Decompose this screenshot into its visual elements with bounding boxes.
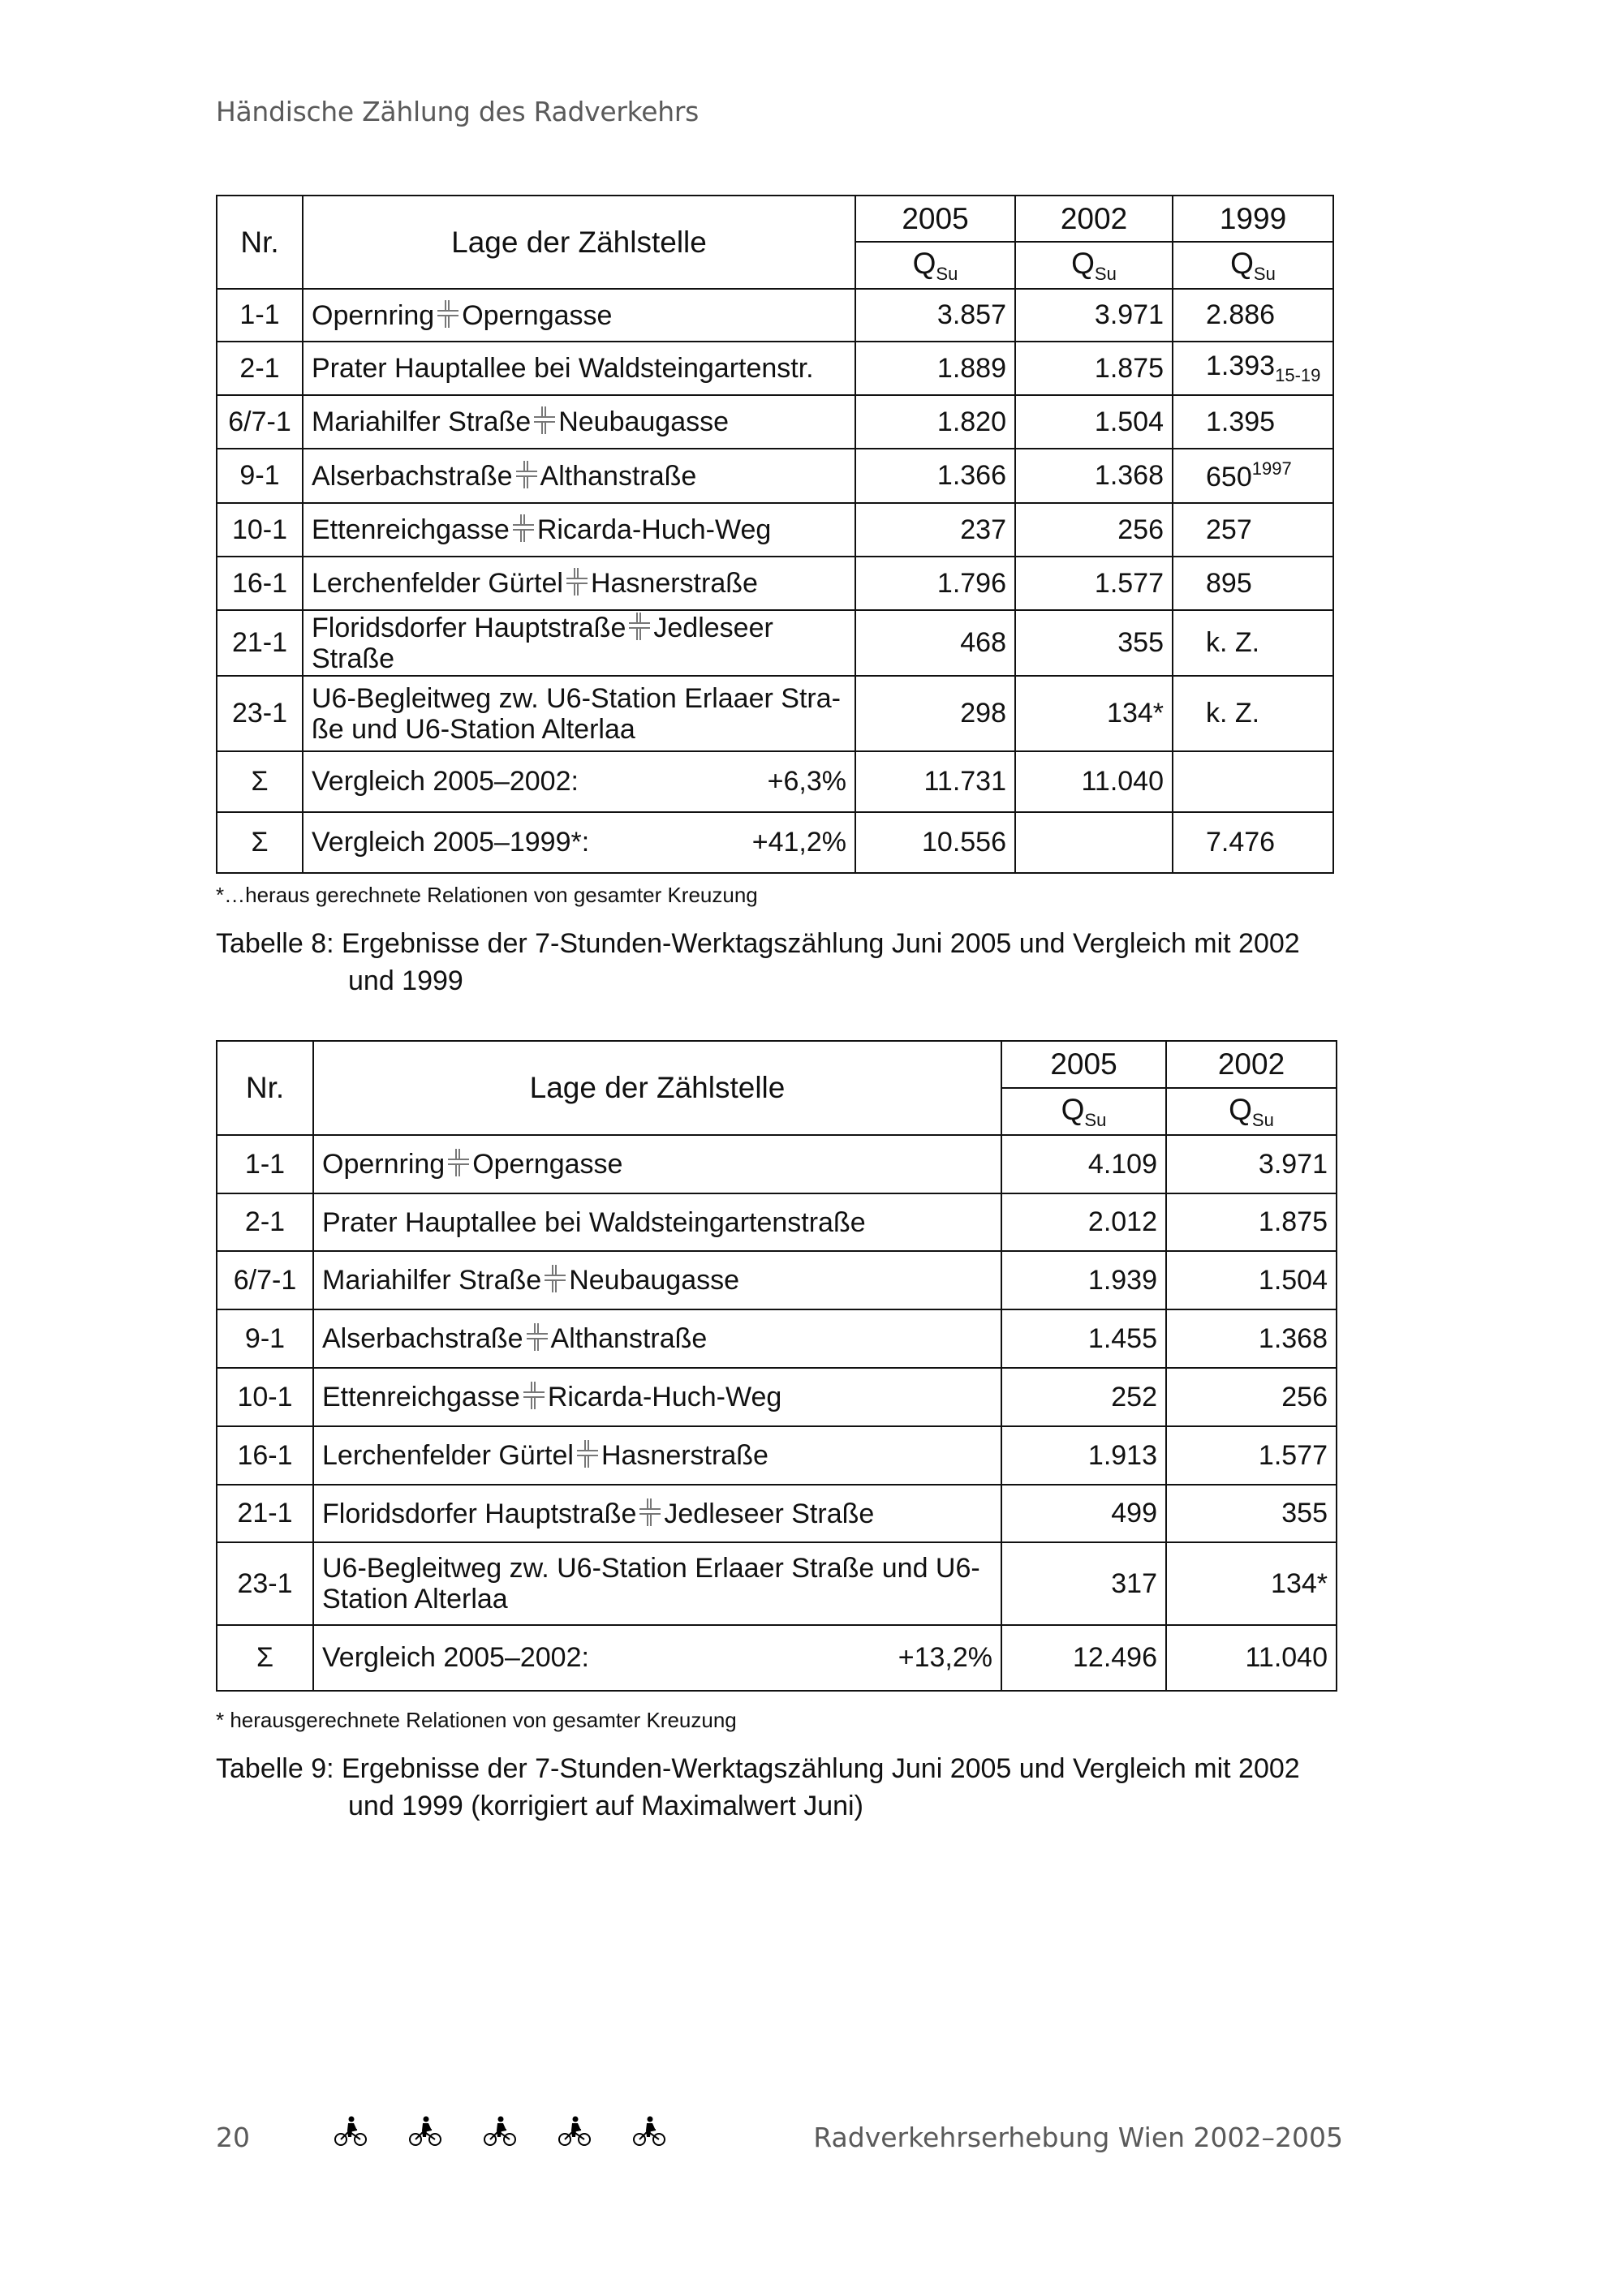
value-2005: 468 [855, 610, 1015, 676]
row-nr: 9-1 [217, 449, 303, 503]
header-nr: Nr. [217, 1041, 313, 1135]
row-location: Opernring Operngasse [303, 289, 855, 342]
table-row [217, 1368, 1337, 1426]
value-2002: 1.875 [1166, 1193, 1337, 1251]
header-measure: $Q_{Su}$ [1001, 1088, 1166, 1135]
table-row [217, 1251, 1337, 1309]
row-location: Lerchenfelder Gürtel Hasnerstraße [313, 1426, 1001, 1485]
sum-1999: 7.476 [1173, 812, 1333, 873]
value-1999: $650^{1997}$ [1173, 449, 1333, 503]
header-location: Lage der Zählstelle [303, 196, 855, 289]
row-nr: 9-1 [217, 1309, 313, 1368]
table-row [217, 289, 1333, 342]
row-location: Lerchenfelder Gürtel Hasnerstraße [303, 557, 855, 610]
value-2005: 317 [1001, 1542, 1166, 1625]
row-location: Ettenreichgasse Ricarda-Huch-Weg [303, 503, 855, 557]
sum-1999 [1173, 751, 1333, 812]
value-2002: 1.368 [1166, 1309, 1337, 1368]
value-1999: 1.395 [1173, 395, 1333, 449]
table-row [217, 1426, 1337, 1485]
sum-label: Vergleich 2005–1999*: +41,2% [303, 812, 855, 873]
sum-2002: 11.040 [1166, 1625, 1337, 1691]
table-row [217, 610, 1333, 676]
intersection-icon [513, 514, 534, 542]
row-nr: 2-1 [217, 342, 303, 395]
header-year: 2002 [1015, 196, 1173, 242]
value-1999: 2.886 [1173, 289, 1333, 342]
bicycle-icon [334, 2116, 367, 2147]
sum-2005: 12.496 [1001, 1625, 1166, 1691]
running-head: Händische Zählung des Radverkehrs [216, 96, 700, 127]
row-location: U6-Begleitweg zw. U6-Station Erlaaer Straße und U6-Station Alterlaa [313, 1542, 1001, 1625]
sum-row [217, 1625, 1337, 1691]
sum-percent: +6,3% [767, 766, 846, 797]
value-2002: 1.504 [1166, 1251, 1337, 1309]
row-nr: 6/7-1 [217, 1251, 313, 1309]
header-year: 2005 [1001, 1041, 1166, 1088]
header-measure: $Q_{Su}$ [1166, 1088, 1337, 1135]
row-nr: 23-1 [217, 676, 303, 751]
sum-2005: 11.731 [855, 751, 1015, 812]
value-2005: 3.857 [855, 289, 1015, 342]
sum-label: Vergleich 2005–2002: +6,3% [303, 751, 855, 812]
value-2005: 1.939 [1001, 1251, 1166, 1309]
intersection-icon [545, 1265, 566, 1292]
row-nr: 10-1 [217, 503, 303, 557]
value-2002: 3.971 [1015, 289, 1173, 342]
row-nr: 21-1 [217, 1485, 313, 1542]
row-nr: 21-1 [217, 610, 303, 676]
table-row [217, 1485, 1337, 1542]
intersection-icon [577, 1440, 598, 1468]
value-2002: 134* [1166, 1542, 1337, 1625]
sum-2005: 10.556 [855, 812, 1015, 873]
header-measure: $Q_{Su}$ [1015, 242, 1173, 289]
header-year: 2002 [1166, 1041, 1337, 1088]
footer-title: Radverkehrserhebung Wien 2002–2005 [813, 2122, 1343, 2153]
sum-2002: 11.040 [1015, 751, 1173, 812]
table-row [217, 1193, 1337, 1251]
value-2005: 1.820 [855, 395, 1015, 449]
sum-row [217, 812, 1333, 873]
sum-symbol: Σ [217, 1625, 313, 1691]
value-2005: 1.913 [1001, 1426, 1166, 1485]
table-9-footnote: * herausgerechnete Relationen von gesamter Kreuzung [216, 1708, 737, 1732]
intersection-icon [534, 406, 555, 434]
row-location: Prater Hauptallee bei Waldsteingartenstr. [303, 342, 855, 395]
value-2002: 3.971 [1166, 1135, 1337, 1193]
value-2002: 1.577 [1166, 1426, 1337, 1485]
sum-symbol: Σ [217, 751, 303, 812]
bicycle-icon [558, 2116, 591, 2147]
intersection-icon [566, 568, 588, 595]
intersection-icon [639, 1498, 661, 1526]
row-location: Floridsdorfer Hauptstraße Jedleseer Straße [313, 1485, 1001, 1542]
value-2005: 2.012 [1001, 1193, 1166, 1251]
row-location: Mariahilfer Straße Neubaugasse [303, 395, 855, 449]
table-row [217, 503, 1333, 557]
row-nr: 1-1 [217, 1135, 313, 1193]
page-number: 20 [216, 2122, 250, 2153]
table-row [217, 1135, 1337, 1193]
value-1999: 895 [1173, 557, 1333, 610]
value-1999: 257 [1173, 503, 1333, 557]
bicycle-icon [633, 2116, 665, 2147]
header-nr: Nr. [217, 196, 303, 289]
row-location: Alserbachstraße Althanstraße [303, 449, 855, 503]
table-8-footnote: *…heraus gerechnete Relationen von gesamter Kreuzung [216, 883, 758, 907]
sum-symbol: Σ [217, 812, 303, 873]
value-2005: 1.889 [855, 342, 1015, 395]
value-2005: 499 [1001, 1485, 1166, 1542]
value-2005: 4.109 [1001, 1135, 1166, 1193]
table-8 [216, 195, 1334, 874]
row-location: U6-Begleitweg zw. U6-Station Erlaaer Stra-ße und U6-Station Alterlaa [303, 676, 855, 751]
value-1999: k. Z. [1173, 676, 1333, 751]
value-2005: 1.366 [855, 449, 1015, 503]
table-row [217, 557, 1333, 610]
row-nr: 16-1 [217, 1426, 313, 1485]
header-measure: $Q_{Su}$ [1173, 242, 1333, 289]
bicycle-icon [484, 2116, 516, 2147]
intersection-icon [527, 1323, 548, 1351]
sum-percent: +13,2% [898, 1642, 992, 1673]
row-location: Mariahilfer Straße Neubaugasse [313, 1251, 1001, 1309]
row-nr: 23-1 [217, 1542, 313, 1625]
bicycle-icons [334, 2116, 665, 2147]
value-2002: 1.368 [1015, 449, 1173, 503]
value-2005: 252 [1001, 1368, 1166, 1426]
row-location: Floridsdorfer Hauptstraße Jedleseer Straße [303, 610, 855, 676]
value-2002: 355 [1166, 1485, 1337, 1542]
sum-percent: +41,2% [751, 827, 846, 858]
header-year: 1999 [1173, 196, 1333, 242]
intersection-icon [437, 300, 458, 328]
sum-row [217, 751, 1333, 812]
row-location: Alserbachstraße Althanstraße [313, 1309, 1001, 1368]
table-row [217, 449, 1333, 503]
value-2002: 1.875 [1015, 342, 1173, 395]
value-2002: 256 [1166, 1368, 1337, 1426]
value-2002: 1.577 [1015, 557, 1173, 610]
value-1999: k. Z. [1173, 610, 1333, 676]
row-location: Opernring Operngasse [313, 1135, 1001, 1193]
value-2005: 1.796 [855, 557, 1015, 610]
value-2005: 1.455 [1001, 1309, 1166, 1368]
table-row [217, 1309, 1337, 1368]
value-2002: 355 [1015, 610, 1173, 676]
row-location: Ettenreichgasse Ricarda-Huch-Weg [313, 1368, 1001, 1426]
intersection-icon [448, 1149, 469, 1176]
table-9 [216, 1040, 1337, 1692]
value-2005: 237 [855, 503, 1015, 557]
row-nr: 6/7-1 [217, 395, 303, 449]
table-9-caption: Tabelle 9: Ergebnisse der 7-Stunden-Werktagszählung Juni 2005 und Vergleich mit 2002 und 1999 (korrigiert auf Maximalwert Juni) [216, 1753, 1300, 1821]
intersection-icon [516, 461, 537, 488]
table-row [217, 342, 1333, 395]
value-2002: 134* [1015, 676, 1173, 751]
bicycle-icon [409, 2116, 441, 2147]
row-location: Prater Hauptallee bei Waldsteingartenstraße [313, 1193, 1001, 1251]
intersection-icon [523, 1382, 545, 1409]
header-measure: $Q_{Su}$ [855, 242, 1015, 289]
table-8-caption: Tabelle 8: Ergebnisse der 7-Stunden-Werktagszählung Juni 2005 und Vergleich mit 2002 und 1999 [216, 928, 1300, 996]
sum-2002 [1015, 812, 1173, 873]
sum-label: Vergleich 2005–2002: +13,2% [313, 1625, 1001, 1691]
table-row [217, 676, 1333, 751]
value-1999: $1.393_{15-19}$ [1173, 342, 1333, 395]
value-2005: 298 [855, 676, 1015, 751]
row-nr: 2-1 [217, 1193, 313, 1251]
value-2002: 1.504 [1015, 395, 1173, 449]
table-row [217, 395, 1333, 449]
header-location: Lage der Zählstelle [313, 1041, 1001, 1135]
table-row [217, 1542, 1337, 1625]
row-nr: 16-1 [217, 557, 303, 610]
row-nr: 1-1 [217, 289, 303, 342]
value-2002: 256 [1015, 503, 1173, 557]
intersection-icon [629, 613, 650, 640]
row-nr: 10-1 [217, 1368, 313, 1426]
header-year: 2005 [855, 196, 1015, 242]
